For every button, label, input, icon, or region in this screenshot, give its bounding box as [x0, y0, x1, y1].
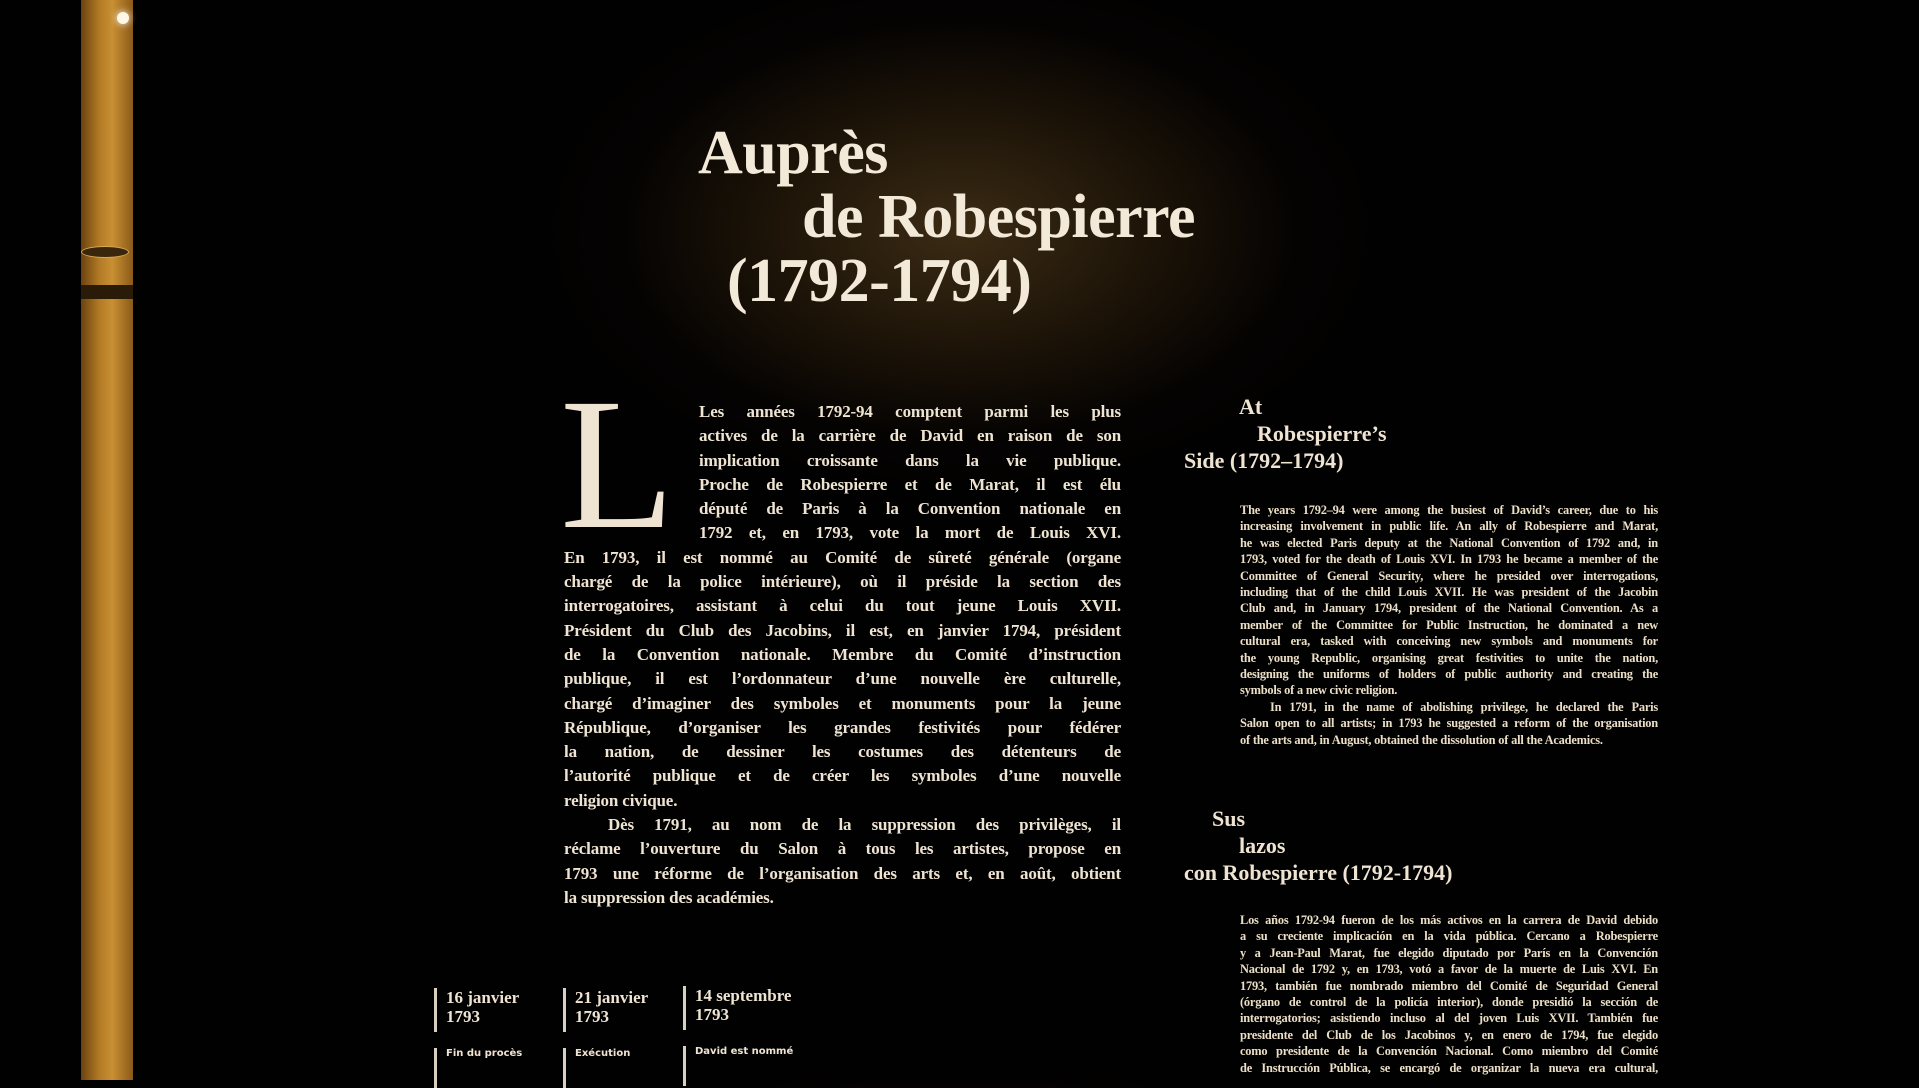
text-line: implication croissante dans la vie publique.	[699, 450, 1121, 470]
text-line: chargé de la police intérieure), où il préside la section des	[564, 572, 1121, 592]
text-line: interrogatorios; asistiendo incluso al del joven Luis XVII. También fue	[1240, 1011, 1658, 1026]
text-line: Los años 1792-94 fueron de los más activos en la carrera de David debido	[1240, 913, 1658, 927]
drop-cap: L	[560, 359, 675, 568]
text-line: of the arts and, in August, obtained the dissolution of all the Academics.	[1240, 732, 1603, 747]
spanish-text	[1240, 912, 1658, 1076]
wall-edge	[81, 0, 133, 1080]
text-line: République, d’organiser les grandes festivités pour fédérer	[564, 717, 1121, 737]
text-line: de Instrucción Pública, se encargó de organizar la nueva era cultural,	[1240, 1060, 1658, 1075]
french-text	[564, 400, 1121, 910]
text-line: member of the Committee for Public Instruction, he dominated a new	[1240, 617, 1658, 632]
text-line: como presidente de la Convención Nacional. Como miembro del Comité	[1240, 1044, 1658, 1059]
english-heading-line: Side (1792–1794)	[1184, 448, 1344, 473]
text-line: a su creciente implicación en la vida pública. Cercano a Robespierre	[1240, 929, 1658, 944]
text-line: The years 1792–94 were among the busiest of David’s career, due to his	[1240, 503, 1658, 517]
text-line: En 1793, il est nommé au Comité de sûreté générale (organe	[564, 547, 1121, 567]
text-line: the young Republic, organising great festivities to unite the nation,	[1240, 650, 1658, 665]
timeline-year: 1793	[575, 1007, 609, 1026]
spanish-heading-line: Sus	[1212, 806, 1246, 831]
text-line: Committee of General Security, where he presided over interrogations,	[1240, 568, 1658, 583]
text-line: 1793, voted for the death of Louis XVI. In 1793 he became a member of the	[1240, 552, 1658, 567]
text-line: 1793 une réforme de l’organisation des arts et, en août, obtient	[564, 863, 1121, 883]
text-line: la suppression des académies.	[564, 887, 774, 907]
timeline-item	[563, 988, 648, 1088]
text-line: Président du Club des Jacobins, il est, en janvier 1794, président	[564, 620, 1121, 640]
text-line: 1792 et, en 1793, vote la mort de Louis XVI.	[699, 523, 1121, 543]
text-line: publique, il est l’ordonnateur d’une nouvelle ère culturelle,	[564, 669, 1121, 689]
text-line: actives de la carrière de David en raison de son	[699, 426, 1121, 446]
timeline-date: 21 janvier	[575, 988, 649, 1007]
timeline-item	[434, 988, 522, 1088]
text-line: In 1791, in the name of abolishing privilege, he declared the Paris	[1270, 699, 1658, 714]
title-line: Auprès	[698, 119, 888, 187]
text-line: cultural era, tasked with conceiving new symbols and monuments for	[1240, 634, 1658, 649]
text-line: député de Paris à la Convention nationale en	[699, 499, 1121, 519]
text-line: interrogatoires, assistant à celui du tout jeune Louis XVII.	[564, 596, 1121, 616]
text-line: 1793, también fue nombrado miembro del Comité de Seguridad General	[1240, 978, 1658, 993]
text-line: symbols of a new civic religion.	[1240, 683, 1398, 698]
title-line: de Robespierre	[802, 183, 1196, 251]
timeline-date: 14 septembre	[695, 986, 792, 1005]
text-line: y a Jean-Paul Marat, fue elegido diputado por París en la Convención	[1240, 945, 1658, 960]
text-line: Dès 1791, au nom de la suppression des privilèges, il	[608, 815, 1121, 835]
text-line: Salon open to all artists; in 1793 he suggested a reform of the organisation	[1240, 716, 1658, 731]
text-line: he was elected Paris deputy at the National Convention of 1792 and, in	[1240, 535, 1658, 550]
english-heading-line: At	[1239, 394, 1263, 419]
english-text	[1240, 502, 1658, 748]
spanish-heading-line: lazos	[1239, 833, 1286, 858]
text-line: chargé d’imaginer des symboles et monuments pour la jeune	[564, 693, 1121, 713]
text-line: Nacional de 1792 y, en 1793, votó a favor de la muerte de Luis XVI. En	[1240, 962, 1658, 977]
text-line: de la Convention nationale. Membre du Comité d’instruction	[564, 644, 1121, 664]
text-line: including that of the child Louis XVII. He was president of the Jacobin	[1240, 585, 1658, 600]
timeline-label: Exécution	[563, 1048, 648, 1088]
text-line: presidente del Club de los Jacobinos y, en enero de 1794, fue elegido	[1240, 1027, 1658, 1042]
spanish-heading-line: con Robespierre (1792-1794)	[1184, 860, 1453, 885]
wall-fixture	[81, 246, 129, 258]
ceiling-light	[117, 12, 129, 24]
timeline-date: 16 janvier	[446, 988, 520, 1007]
text-line: l’autorité publique et de créer les symboles d’une nouvelle	[564, 766, 1121, 786]
text-line: Club and, in January 1794, president of the National Convention. As a	[1240, 601, 1658, 616]
text-line: réclame l’ouverture du Salon à tous les artistes, propose en	[564, 839, 1121, 859]
english-heading-line: Robespierre’s	[1257, 421, 1387, 446]
text-line: increasing involvement in public life. An ally of Robespierre and Marat,	[1240, 519, 1658, 534]
title-line: (1792-1794)	[727, 247, 1032, 315]
text-line: religion civique.	[564, 790, 678, 810]
text-line: (órgano de control de la policía interior), donde presidió la sección de	[1240, 995, 1658, 1010]
text-line: Proche de Robespierre et de Marat, il est élu	[699, 474, 1121, 494]
timeline-label: David est nommé	[683, 1046, 793, 1086]
timeline-year: 1793	[446, 1007, 480, 1026]
text-line: Les années 1792-94 comptent parmi les plus	[699, 402, 1121, 421]
wall-band	[81, 285, 133, 299]
text-line: la nation, de dessiner les costumes des détenteurs de	[564, 742, 1121, 762]
timeline-label: Fin du procès	[434, 1048, 522, 1088]
timeline-year: 1793	[695, 1005, 729, 1024]
text-line: designing the uniforms of holders of public authority and creating the	[1240, 667, 1658, 682]
timeline-item	[683, 986, 793, 1086]
